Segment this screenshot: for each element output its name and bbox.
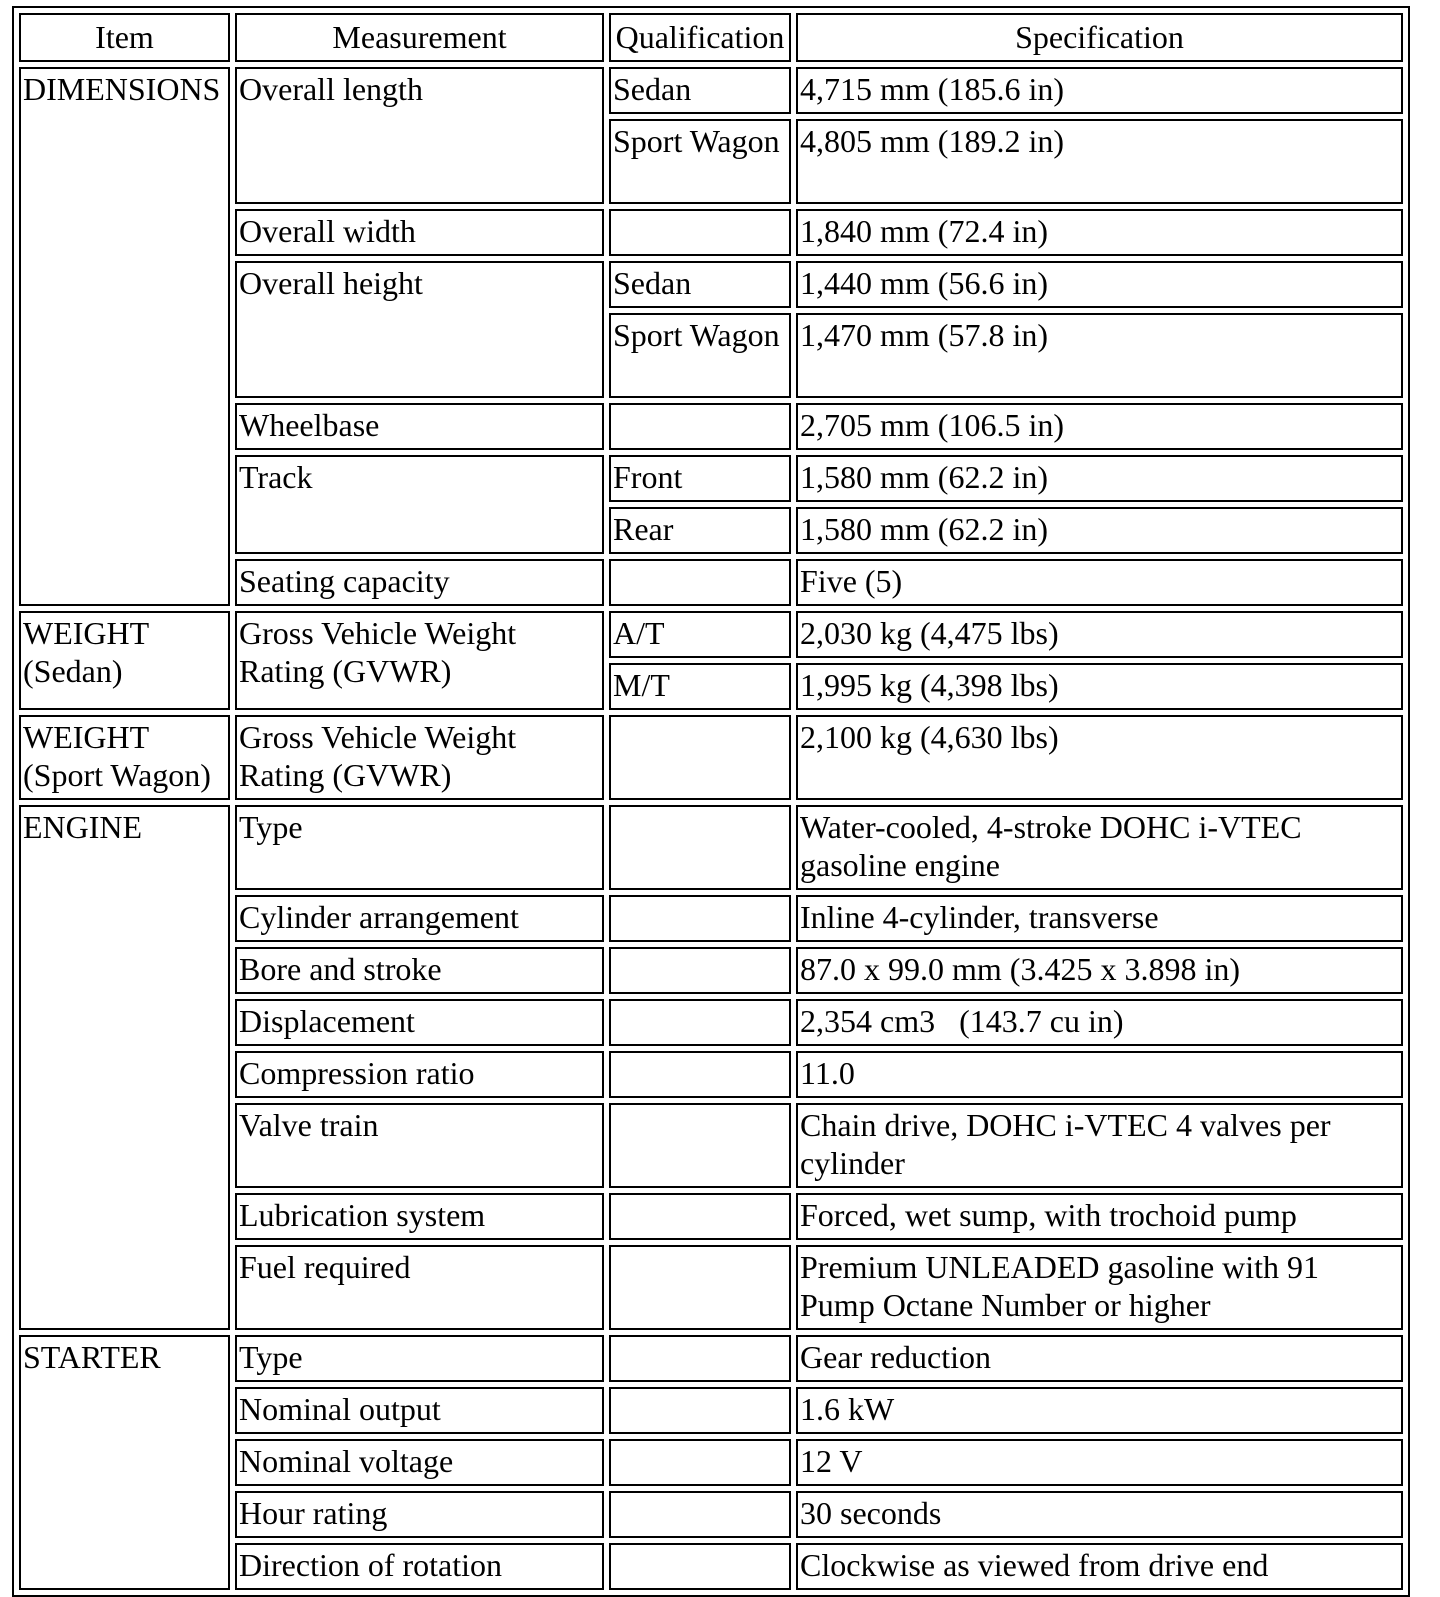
measurement-cell: Lubrication system bbox=[235, 1193, 604, 1240]
qualification-cell: Rear bbox=[609, 507, 791, 554]
qualification-cell bbox=[609, 1439, 791, 1486]
qualification-cell: Sedan bbox=[609, 261, 791, 308]
specification-cell: 1,440 mm (56.6 in) bbox=[796, 261, 1403, 308]
qualification-cell bbox=[609, 1387, 791, 1434]
qualification-cell: M/T bbox=[609, 663, 791, 710]
header-qualification: Qualification bbox=[609, 13, 791, 62]
measurement-cell: Hour rating bbox=[235, 1491, 604, 1538]
item-engine: ENGINE bbox=[19, 805, 230, 1330]
qualification-cell bbox=[609, 1491, 791, 1538]
qualification-cell: A/T bbox=[609, 611, 791, 658]
qualification-cell bbox=[609, 1335, 791, 1382]
qualification-cell bbox=[609, 559, 791, 606]
measurement-cell: Bore and stroke bbox=[235, 947, 604, 994]
measurement-cell: Overall length bbox=[235, 67, 604, 204]
qualification-cell bbox=[609, 403, 791, 450]
qualification-cell: Sport Wagon bbox=[609, 119, 791, 204]
measurement-cell: Compression ratio bbox=[235, 1051, 604, 1098]
specification-cell: 1,580 mm (62.2 in) bbox=[796, 507, 1403, 554]
table-row bbox=[19, 67, 1403, 114]
table-row bbox=[19, 805, 1403, 890]
specification-cell: 87.0 x 99.0 mm (3.425 x 3.898 in) bbox=[796, 947, 1403, 994]
measurement-cell: Overall width bbox=[235, 209, 604, 256]
qualification-cell bbox=[609, 1245, 791, 1330]
table-row bbox=[19, 715, 1403, 800]
header-specification: Specification bbox=[796, 13, 1403, 62]
item-weight-wagon: WEIGHT (Sport Wagon) bbox=[19, 715, 230, 800]
header-item: Item bbox=[19, 13, 230, 62]
specification-cell: Gear reduction bbox=[796, 1335, 1403, 1382]
header-measurement: Measurement bbox=[235, 13, 604, 62]
specification-cell: Clockwise as viewed from drive end bbox=[796, 1543, 1403, 1590]
table-body bbox=[19, 67, 1403, 1590]
measurement-cell: Type bbox=[235, 1335, 604, 1382]
measurement-cell: Cylinder arrangement bbox=[235, 895, 604, 942]
specification-cell: Chain drive, DOHC i-VTEC 4 valves per cylinder bbox=[796, 1103, 1403, 1188]
specification-cell: 1,995 kg (4,398 lbs) bbox=[796, 663, 1403, 710]
item-dimensions: DIMENSIONS bbox=[19, 67, 230, 606]
qualification-cell bbox=[609, 895, 791, 942]
specification-cell: 1,840 mm (72.4 in) bbox=[796, 209, 1403, 256]
table-row bbox=[19, 611, 1403, 658]
qualification-cell bbox=[609, 1543, 791, 1590]
specifications-table bbox=[12, 6, 1410, 1597]
specification-cell: 2,030 kg (4,475 lbs) bbox=[796, 611, 1403, 658]
qualification-cell bbox=[609, 947, 791, 994]
specification-cell: 4,805 mm (189.2 in) bbox=[796, 119, 1403, 204]
measurement-cell: Type bbox=[235, 805, 604, 890]
measurement-cell: Nominal voltage bbox=[235, 1439, 604, 1486]
qualification-cell: Sedan bbox=[609, 67, 791, 114]
measurement-cell: Track bbox=[235, 455, 604, 554]
qualification-cell bbox=[609, 715, 791, 800]
qualification-cell: Front bbox=[609, 455, 791, 502]
qualification-cell bbox=[609, 805, 791, 890]
specification-cell: Premium UNLEADED gasoline with 91 Pump Octane Number or higher bbox=[796, 1245, 1403, 1330]
qualification-cell bbox=[609, 209, 791, 256]
qualification-cell bbox=[609, 999, 791, 1046]
specification-cell: Five (5) bbox=[796, 559, 1403, 606]
table-header bbox=[19, 13, 1403, 62]
item-weight-sedan: WEIGHT (Sedan) bbox=[19, 611, 230, 710]
measurement-cell: Nominal output bbox=[235, 1387, 604, 1434]
measurement-cell: Displacement bbox=[235, 999, 604, 1046]
specification-cell: 11.0 bbox=[796, 1051, 1403, 1098]
specification-cell: 1,470 mm (57.8 in) bbox=[796, 313, 1403, 398]
measurement-cell: Overall height bbox=[235, 261, 604, 398]
qualification-cell bbox=[609, 1193, 791, 1240]
header-row bbox=[19, 13, 1403, 62]
measurement-cell: Gross Vehicle Weight Rating (GVWR) bbox=[235, 611, 604, 710]
specification-cell: 30 seconds bbox=[796, 1491, 1403, 1538]
specification-cell: Water-cooled, 4-stroke DOHC i-VTEC gasoline engine bbox=[796, 805, 1403, 890]
table-row bbox=[19, 1335, 1403, 1382]
specification-cell: 1.6 kW bbox=[796, 1387, 1403, 1434]
specification-cell: Inline 4-cylinder, transverse bbox=[796, 895, 1403, 942]
measurement-cell: Fuel required bbox=[235, 1245, 604, 1330]
specification-cell: 4,715 mm (185.6 in) bbox=[796, 67, 1403, 114]
item-starter: STARTER bbox=[19, 1335, 230, 1590]
specification-cell: 2,705 mm (106.5 in) bbox=[796, 403, 1403, 450]
measurement-cell: Direction of rotation bbox=[235, 1543, 604, 1590]
specification-cell: 2,354 cm3 (143.7 cu in) bbox=[796, 999, 1403, 1046]
measurement-cell: Wheelbase bbox=[235, 403, 604, 450]
specification-cell: Forced, wet sump, with trochoid pump bbox=[796, 1193, 1403, 1240]
measurement-cell: Gross Vehicle Weight Rating (GVWR) bbox=[235, 715, 604, 800]
specification-cell: 2,100 kg (4,630 lbs) bbox=[796, 715, 1403, 800]
qualification-cell bbox=[609, 1051, 791, 1098]
specification-cell: 1,580 mm (62.2 in) bbox=[796, 455, 1403, 502]
measurement-cell: Valve train bbox=[235, 1103, 604, 1188]
measurement-cell: Seating capacity bbox=[235, 559, 604, 606]
qualification-cell: Sport Wagon bbox=[609, 313, 791, 398]
specification-cell: 12 V bbox=[796, 1439, 1403, 1486]
qualification-cell bbox=[609, 1103, 791, 1188]
